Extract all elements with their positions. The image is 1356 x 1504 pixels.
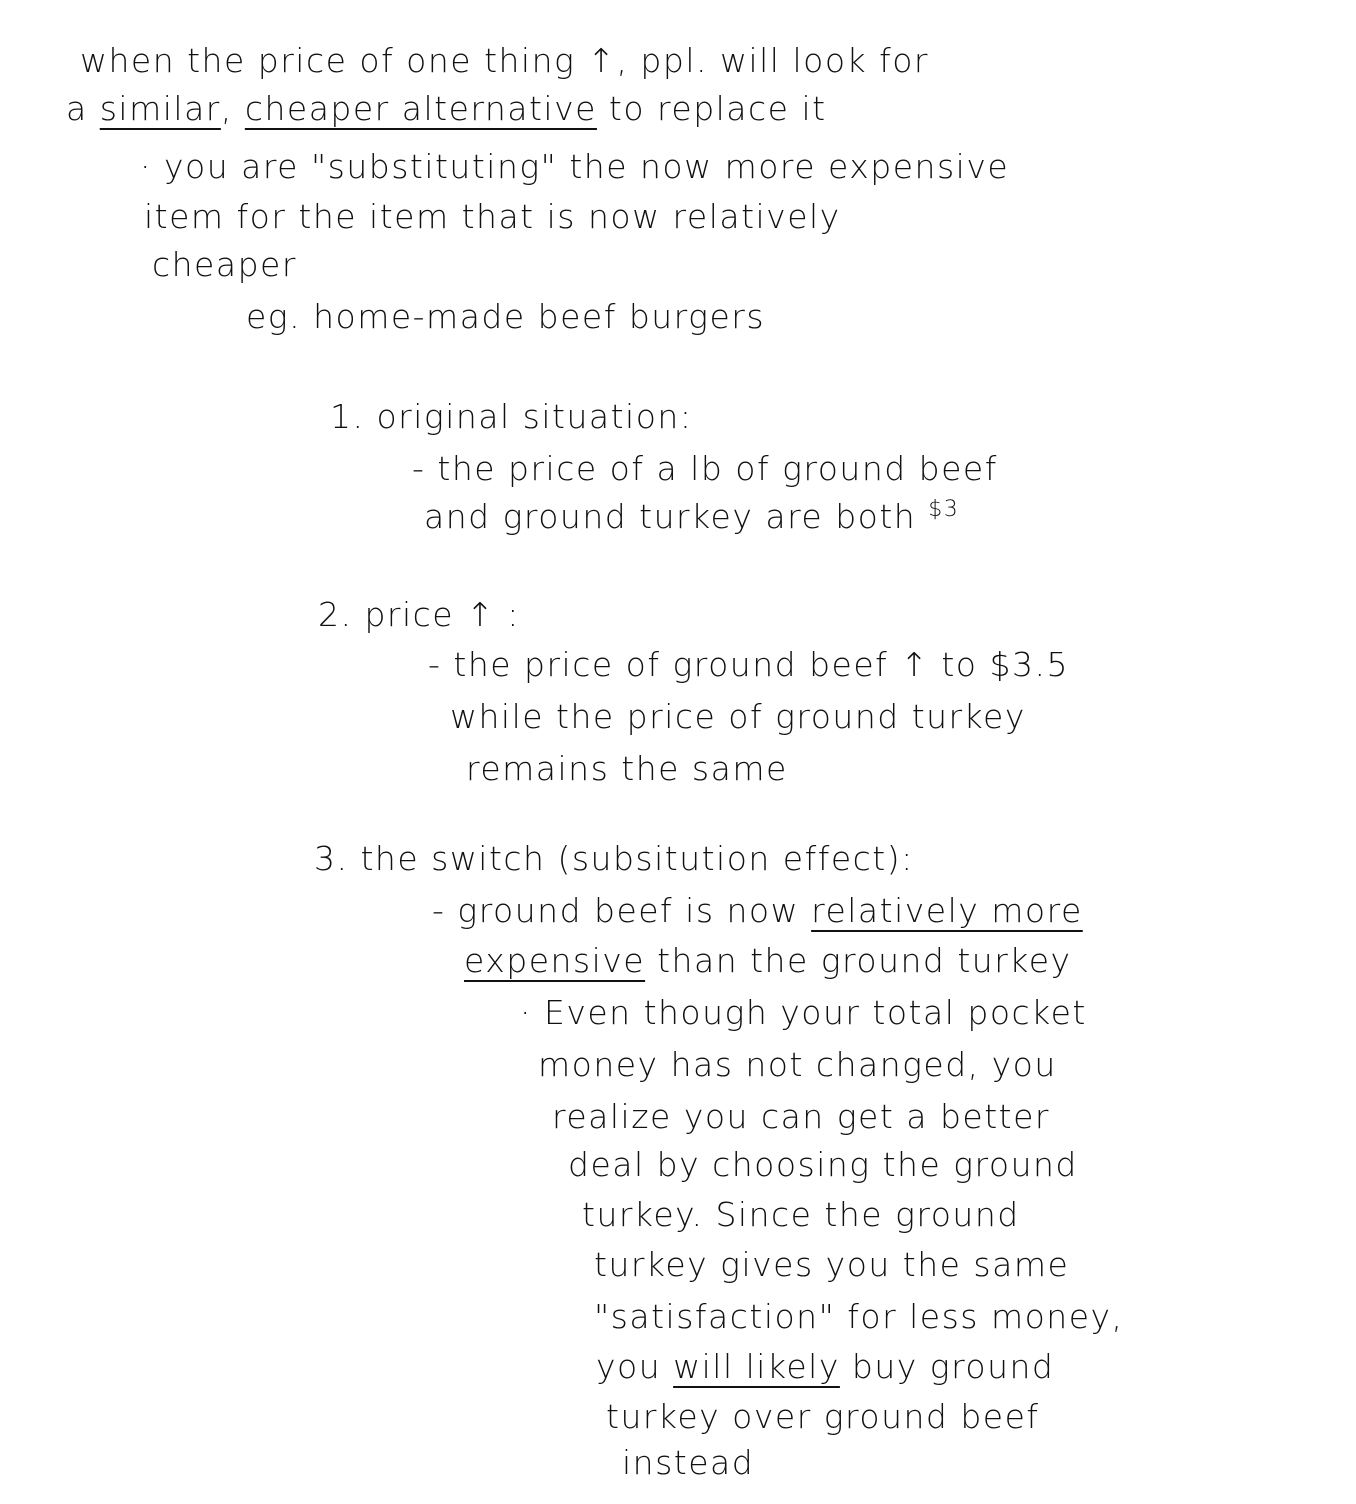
step-1-line-2-text: and ground turkey are both — [424, 497, 917, 536]
step-3-detail-6: turkey gives you the same — [594, 1245, 1070, 1284]
step-3-line-1-prefix: - ground beef is now — [432, 891, 812, 930]
underlined-relatively-more: relatively more — [811, 891, 1083, 930]
step-3-detail-8 — [596, 1347, 1055, 1386]
bullet-line-2: item for the item that is now relatively — [144, 197, 841, 236]
intro-line-1: when the price of one thing ↑, ppl. will look for — [80, 41, 929, 80]
step-2-line-1: - the price of ground beef ↑ to $3.5 — [428, 645, 1069, 684]
step-3-detail-2: money has not changed, you — [538, 1045, 1057, 1084]
step-3-detail-5: turkey. Since the ground — [582, 1195, 1020, 1234]
step-1-price-value: $3 — [928, 497, 960, 522]
step-3-detail-7: "satisfaction" for less money, — [594, 1297, 1124, 1336]
step-3-detail-10: instead — [622, 1443, 755, 1482]
step-3-detail-8-prefix: you — [596, 1347, 674, 1386]
underlined-will-likely: will likely — [673, 1347, 840, 1386]
intro-line-2 — [66, 89, 827, 128]
step-2-line-3: remains the same — [466, 749, 788, 788]
step-2-heading: 2. price ↑ : — [318, 595, 520, 634]
intro-line-2-prefix: a — [66, 89, 100, 128]
step-3-detail-3: realize you can get a better — [552, 1097, 1050, 1136]
bullet-line-1: · you are "substituting" the now more expensive — [140, 147, 1010, 186]
step-1-heading: 1. original situation: — [330, 397, 693, 436]
step-3-line-2-suffix: than the ground turkey — [645, 941, 1072, 980]
example-label: eg. home-made beef burgers — [246, 297, 766, 336]
underlined-cheaper-alternative: cheaper alternative — [244, 89, 597, 128]
step-1-line-2 — [424, 497, 960, 536]
step-3-detail-8-suffix: buy ground — [839, 1347, 1055, 1386]
bullet-line-3: cheaper — [152, 245, 297, 284]
underlined-similar: similar — [99, 89, 221, 128]
intro-line-2-comma: , — [220, 89, 245, 128]
intro-line-2-suffix: to replace it — [596, 89, 827, 128]
step-3-line-1 — [432, 891, 1083, 930]
step-3-heading: 3. the switch (subsitution effect): — [314, 839, 914, 878]
step-3-detail-1: · Even though your total pocket — [520, 993, 1087, 1032]
step-3-detail-9: turkey over ground beef — [606, 1397, 1040, 1436]
step-3-line-2 — [464, 941, 1072, 980]
step-2-line-2: while the price of ground turkey — [450, 697, 1026, 736]
step-1-line-1: - the price of a lb of ground beef — [412, 449, 998, 488]
step-3-detail-4: deal by choosing the ground — [568, 1145, 1078, 1184]
underlined-expensive: expensive — [464, 941, 646, 980]
